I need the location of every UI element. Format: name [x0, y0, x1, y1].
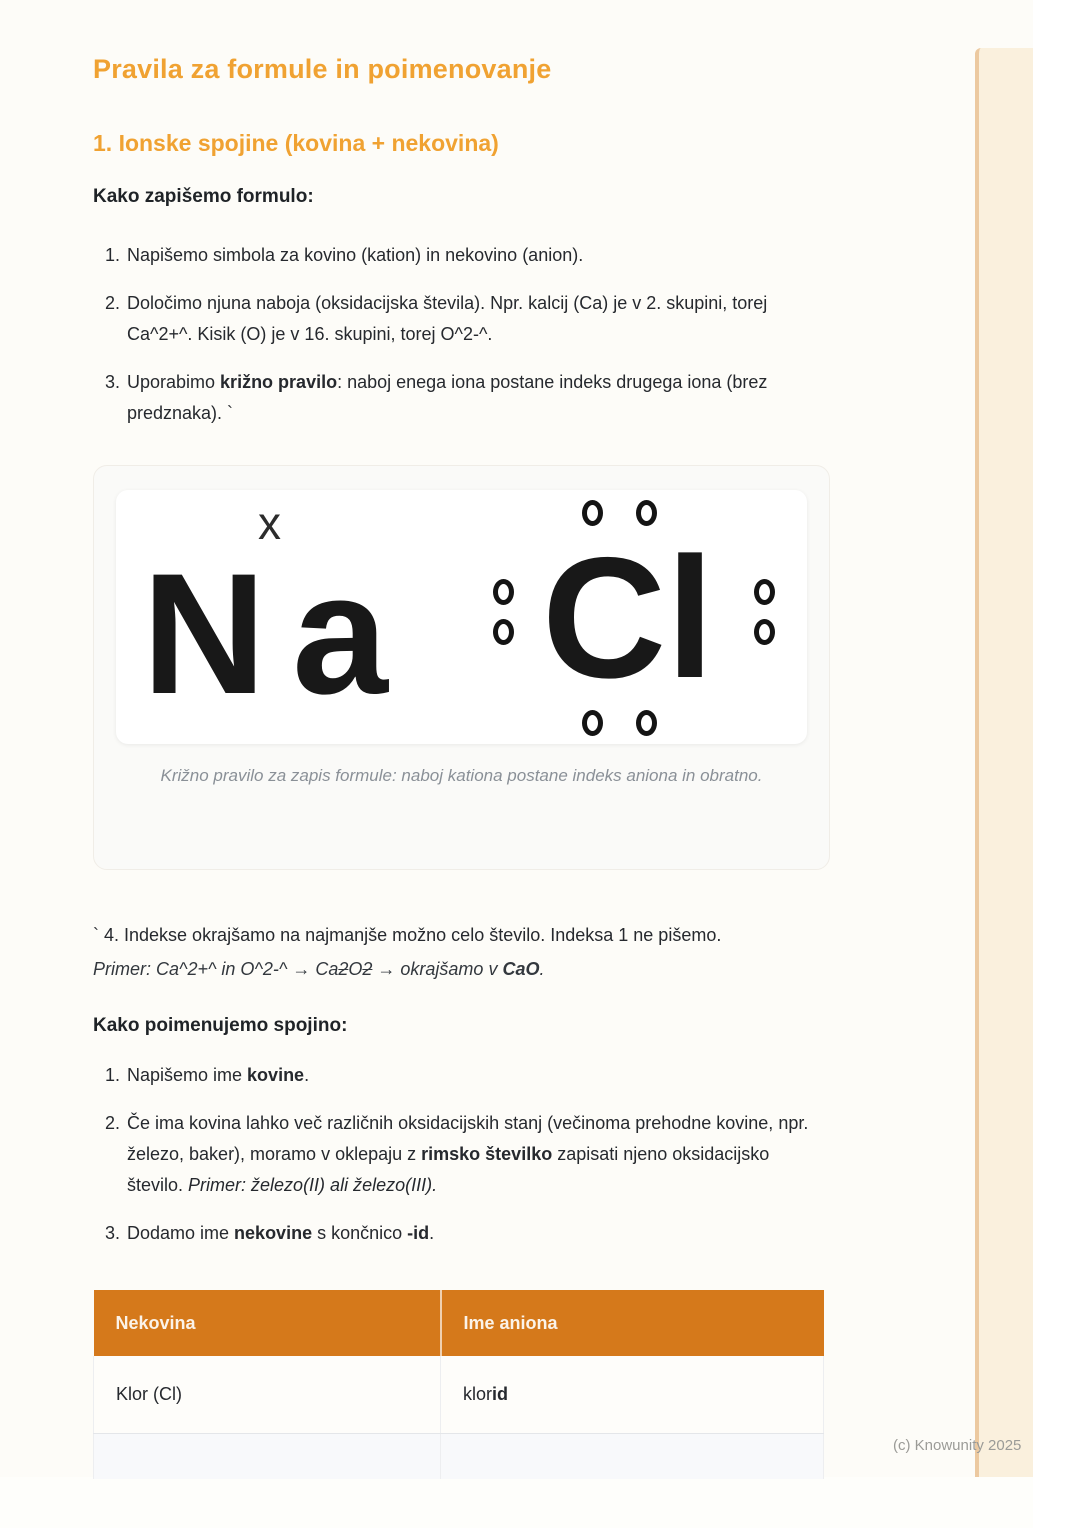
lewis-structure-image[interactable]: [116, 490, 807, 744]
step-text: .: [304, 1065, 310, 1085]
chlorine-symbol: Cl: [542, 522, 714, 714]
emphasis-nekovine: nekovine: [234, 1223, 313, 1243]
figure-caption: Križno pravilo za zapis formule: naboj kationa postane indeks aniona in obratno.: [160, 766, 763, 785]
electron-dot-icon: [493, 619, 514, 645]
struck-index: 2: [362, 959, 373, 979]
electron-dot-icon: [754, 619, 775, 645]
list-item: [125, 288, 830, 350]
emphasis-id-suffix: -id: [407, 1223, 430, 1243]
page-bottom-gap: [0, 1477, 1033, 1528]
result-formula: CaO: [502, 959, 540, 979]
column-header-nekovina: Nekovina: [94, 1290, 441, 1356]
electron-dot-icon: [636, 710, 657, 736]
heading-kako-zapisemo-formulo: Kako zapišemo formulo:: [93, 186, 314, 207]
copyright-watermark: (c) Knowunity 2025: [893, 1437, 1022, 1454]
section-title-ionske-spojine: 1. Ionske spojine (kovina + nekovina): [93, 130, 499, 156]
table-header-row: [94, 1290, 824, 1356]
step-text: Napišemo ime: [127, 1065, 248, 1085]
valence-electron-x-mark: x: [258, 497, 281, 549]
step4-text: ` 4. Indekse okrajšamo na najmanjše možno celo število. Indeksa 1 ne pišemo.: [93, 925, 722, 945]
table-row: [94, 1356, 824, 1433]
electron-dot-icon: [493, 579, 514, 605]
electron-dot-icon: [636, 500, 657, 526]
heading-kako-poimenujemo-spojino: Kako poimenujemo spojino:: [93, 1015, 348, 1036]
chlorine-lewis-group: [463, 490, 793, 744]
anion-naming-table: [93, 1290, 824, 1479]
electron-dot-icon: [582, 710, 603, 736]
step4-example: [93, 954, 830, 985]
list-item: [125, 1060, 830, 1091]
example-text: .: [539, 959, 545, 979]
cell-empty: [441, 1433, 824, 1479]
step-text: Uporabimo: [127, 372, 221, 392]
page-title: Pravila za formule in poimenovanje: [93, 54, 552, 84]
example-text: Primer: Ca^2+^ in O^2-^ → Ca: [93, 959, 339, 979]
naming-steps-list: [93, 1060, 830, 1266]
step-text: Če ima kovina lahko več različnih oksidacijskih stanj (večinoma prehodne kovine, npr. železo, baker), moramo v oklepaju z: [127, 1113, 809, 1164]
electron-dot-icon: [582, 500, 603, 526]
list-item: [125, 1108, 830, 1201]
step-text: : naboj enega iona postane indeks drugega iona (brez predznaka). `: [127, 372, 768, 423]
cell-empty: [94, 1433, 441, 1479]
column-header-ime-aniona: Ime aniona: [441, 1290, 824, 1356]
figure-card: [93, 465, 830, 870]
cell-nekovina: Klor (Cl): [94, 1356, 441, 1433]
formula-steps-list: [93, 240, 830, 446]
emphasis-kovine: kovine: [247, 1065, 305, 1085]
emphasis-krizno-pravilo: križno pravilo: [220, 372, 338, 392]
example-text: → okrajšamo v: [372, 959, 503, 979]
step-text: s končnico: [312, 1223, 408, 1243]
step-text: .: [429, 1223, 435, 1243]
emphasis-rimsko-stevilko: rimsko številko: [421, 1144, 553, 1164]
cell-ime-aniona: [441, 1356, 824, 1433]
right-gutter: [1033, 0, 1080, 1528]
table-row-cutoff: [94, 1433, 824, 1479]
step-text: Določimo njuna naboja (oksidacijska števila). Npr. kalcij (Ca) je v 2. skupini, torej Ca^2+^. Kisik (O) je v 16. skupini, torej O^2-^.: [127, 293, 768, 344]
anion-name-stem: klor: [463, 1383, 493, 1404]
step-text: Napišemo simbola za kovino (kation) in nekovino (anion).: [127, 245, 584, 265]
anion-name-suffix: id: [492, 1383, 509, 1404]
step-text: Dodamo ime: [127, 1223, 235, 1243]
struck-index: 2: [338, 959, 349, 979]
step4-paragraph: [93, 920, 830, 985]
step-text: zapisati njeno oksidacijsko število.: [127, 1144, 770, 1195]
list-item: [125, 240, 830, 271]
next-page-edge-stripe: [975, 48, 1033, 1477]
list-item: [125, 367, 830, 429]
example-italic: Primer: železo(II) ali železo(III).: [188, 1175, 438, 1195]
electron-dot-icon: [754, 579, 775, 605]
sodium-symbol: Na: [142, 538, 414, 730]
list-item: [125, 1218, 830, 1249]
example-text: O: [348, 959, 363, 979]
